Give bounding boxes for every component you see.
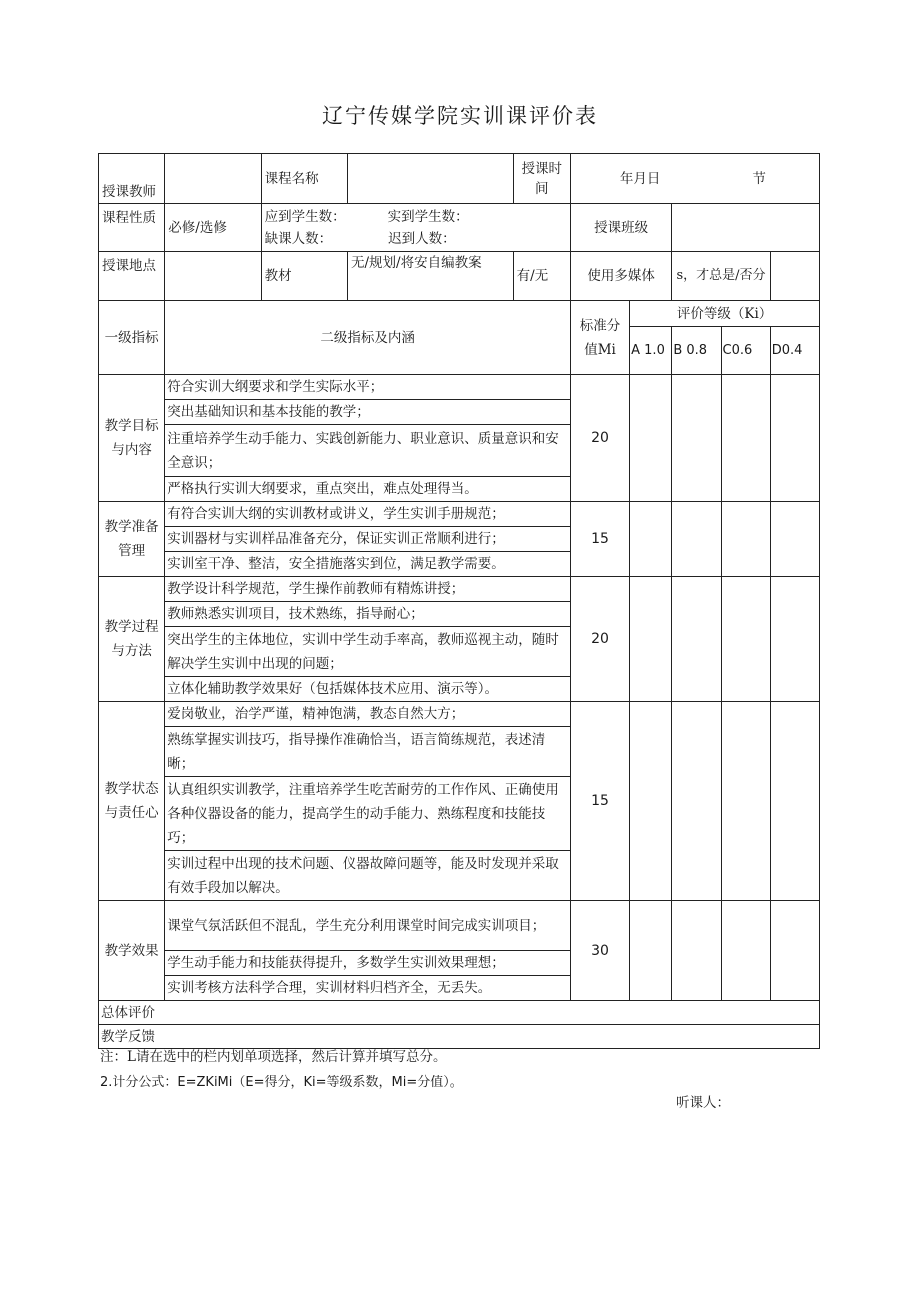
section-category: 教学过程与方法 — [99, 577, 165, 702]
section-score: 15 — [570, 702, 629, 901]
grade-c-cell[interactable] — [721, 702, 770, 901]
multimedia-label: 使用多媒体 — [570, 252, 671, 301]
section-score: 20 — [570, 577, 629, 702]
place-label: 授课地点 — [99, 252, 165, 301]
grade-d-cell[interactable] — [770, 577, 819, 702]
grade-b-cell[interactable] — [672, 577, 721, 702]
section-item: 突出基础知识和基本技能的教学； — [165, 400, 571, 425]
level1-header: 一级指标 — [99, 301, 165, 375]
grade-b-header: B 0.8 — [672, 327, 721, 375]
grade-c-header: C0.6 — [721, 327, 770, 375]
grade-c-cell[interactable] — [721, 502, 770, 577]
date-text: 年月日 — [619, 170, 661, 187]
grade-d-cell[interactable] — [770, 901, 819, 1001]
nature-value[interactable]: 必修/选修 — [165, 204, 261, 252]
grade-a-cell[interactable] — [630, 502, 672, 577]
section-category: 教学效果 — [99, 901, 165, 1001]
section-category: 教学目标与内容 — [99, 375, 165, 502]
section-item: 立体化辅助教学效果好（包括媒体技术应用、演示等）。 — [165, 677, 571, 702]
grade-b-cell[interactable] — [672, 901, 721, 1001]
section-item: 注重培养学生动手能力、实践创新能力、职业意识、质量意识和安全意识； — [165, 425, 571, 477]
section-item: 教师熟悉实训项目，技术熟练，指导耐心； — [165, 602, 571, 627]
time-label: 授课时间 — [513, 154, 570, 204]
section-score: 30 — [570, 901, 629, 1001]
section-item: 突出学生的主体地位，实训中学生动手率高，教师巡视主动，随时解决学生实训中出现的问题； — [165, 627, 571, 677]
section-text: 节 — [752, 170, 766, 187]
multimedia-extra[interactable] — [770, 252, 819, 301]
class-field[interactable] — [672, 204, 820, 252]
has-none[interactable]: 有/无 — [513, 252, 570, 301]
section-item: 实训过程中出现的技术问题、仪器故障问题等，能及时发现并采取有效手段加以解决。 — [165, 851, 571, 901]
section-item: 爱岗敬业，治学严谨，精神饱满，教态自然大方； — [165, 702, 571, 727]
section-score: 15 — [570, 502, 629, 577]
section-item: 实训器材与实训样品准备充分，保证实训正常顺利进行； — [165, 527, 571, 552]
actual-attend: 实到学生数： — [387, 208, 469, 225]
course-name-label: 课程名称 — [261, 154, 347, 204]
teaching-feedback[interactable]: 教学反馈 — [99, 1025, 820, 1049]
class-label: 授课班级 — [570, 204, 671, 252]
grade-a-cell[interactable] — [630, 901, 672, 1001]
nature-label: 课程性质 — [99, 204, 165, 252]
evaluation-table — [98, 153, 820, 1049]
should-attend: 应到学生数： — [264, 208, 346, 225]
absent-count: 缺课人数： — [264, 230, 333, 247]
section-category: 教学准备管理 — [99, 502, 165, 577]
grade-d-header: D0.4 — [770, 327, 819, 375]
section-item: 实训考核方法科学合理，实训材料归档齐全，无丢失。 — [165, 976, 571, 1001]
grade-a-cell[interactable] — [630, 375, 672, 502]
page-title: 辽宁传媒学院实训课评价表 — [322, 104, 598, 128]
level2-header: 二级指标及内涵 — [165, 301, 571, 375]
section-category: 教学状态与责任心 — [99, 702, 165, 901]
time-field[interactable] — [570, 154, 819, 204]
grade-a-header: A 1.0 — [630, 327, 672, 375]
section-item: 符合实训大纲要求和学生实际水平； — [165, 375, 571, 400]
teacher-label: 授课教师 — [99, 154, 165, 204]
grade-b-cell[interactable] — [672, 702, 721, 901]
grade-a-cell[interactable] — [630, 702, 672, 901]
section-item: 认真组织实训教学，注重培养学生吃苦耐劳的工作作风、正确使用各种仪器设备的能力，提高学生的动手能力、熟练程度和技能技巧； — [165, 777, 571, 851]
grade-a-cell[interactable] — [630, 577, 672, 702]
section-item: 有符合实训大纲的实训教材或讲义，学生实训手册规范； — [165, 502, 571, 527]
multimedia-value[interactable]: s，才总是/否分 — [672, 252, 770, 301]
grade-c-cell[interactable] — [721, 375, 770, 502]
late-count: 迟到人数： — [388, 230, 456, 247]
place-field[interactable] — [165, 252, 261, 301]
note-1: 注：L请在选中的栏内划单项选择，然后计算并填写总分。 — [100, 1049, 447, 1065]
standard-header-text: 标准分值Mi — [579, 317, 621, 358]
textbook-options[interactable]: 无/规划/将安自编教案 — [348, 252, 514, 301]
notes — [100, 1044, 463, 1096]
grade-d-cell[interactable] — [770, 502, 819, 577]
section-item: 教学设计科学规范，学生操作前教师有精炼讲授； — [165, 577, 571, 602]
grade-b-cell[interactable] — [672, 502, 721, 577]
section-item: 实训室干净、整洁，安全措施落实到位，满足教学需要。 — [165, 552, 571, 577]
section-item: 学生动手能力和技能获得提升，多数学生实训效果理想； — [165, 951, 571, 976]
section-score: 20 — [570, 375, 629, 502]
section-item: 熟练掌握实训技巧，指导操作准确恰当，语言简练规范，表述清晰； — [165, 727, 571, 777]
grade-b-cell[interactable] — [672, 375, 721, 502]
standard-header — [570, 301, 629, 375]
grade-c-cell[interactable] — [721, 901, 770, 1001]
section-item: 课堂气氛活跃但不混乱，学生充分利用课堂时间完成实训项目； — [165, 901, 571, 951]
overall-evaluation[interactable]: 总体评价 — [99, 1001, 820, 1025]
teacher-field[interactable] — [165, 154, 261, 204]
grade-d-cell[interactable] — [770, 702, 819, 901]
course-name-field[interactable] — [348, 154, 514, 204]
listener-label: 听课人： — [676, 1095, 730, 1111]
grade-c-cell[interactable] — [721, 577, 770, 702]
attendance-cell[interactable] — [261, 204, 570, 252]
section-item: 严格执行实训大纲要求，重点突出，难点处理得当。 — [165, 477, 571, 502]
grade-d-cell[interactable] — [770, 375, 819, 502]
note-2: 2.计分公式：E=ZKiMi（E=得分，Ki=等级系数，Mi=分值）。 — [100, 1075, 463, 1090]
grade-title: 评价等级（Ki） — [630, 301, 820, 327]
textbook-label: 教材 — [261, 252, 347, 301]
